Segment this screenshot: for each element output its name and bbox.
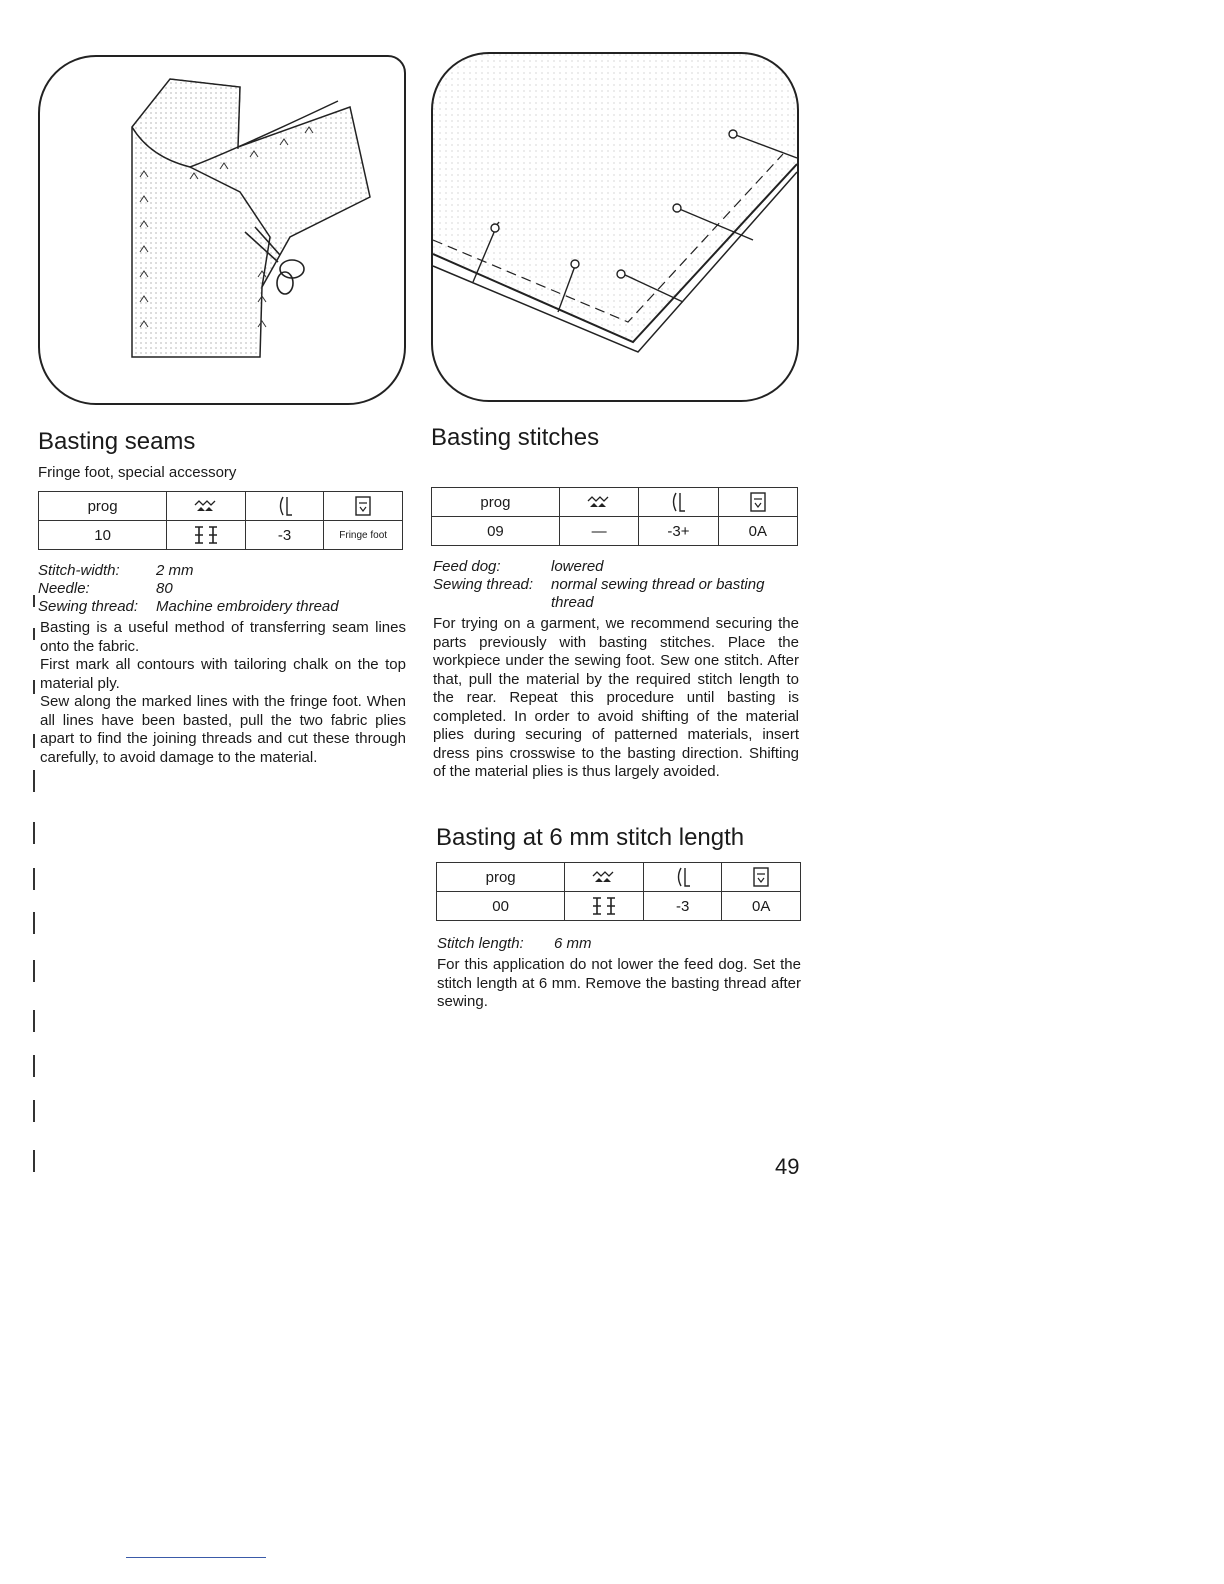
margin-bar: [33, 680, 35, 694]
body-basting-stitches: [433, 615, 799, 782]
stitch-length-value: -3: [245, 521, 324, 550]
fringe-stitch-icon: [167, 521, 246, 550]
body-basting-seams: [40, 619, 406, 767]
presser-foot-value: Fringe foot: [324, 521, 403, 550]
paragraph: Basting is a useful method of transferring seam lines onto the fabric.: [40, 619, 406, 655]
subtitle-fringe-foot: Fringe foot, special accessory: [38, 464, 237, 481]
settings-table-basting-stitches: [431, 487, 798, 546]
page-number: 49: [775, 1154, 800, 1179]
margin-bar: [33, 868, 35, 890]
param-row: Stitch-width: 2 mm: [38, 562, 194, 579]
fringe-stitch-icon: [565, 892, 644, 921]
param-row: Sewing thread: Machine embroidery thread: [38, 598, 339, 615]
presser-foot-value: 0A: [718, 517, 797, 546]
heading-basting-stitches: Basting stitches: [431, 424, 600, 451]
header-prog: prog: [39, 492, 167, 521]
margin-bar: [33, 1100, 35, 1122]
fabric-scissors-drawing: [40, 57, 404, 403]
presser-foot-icon: [722, 863, 801, 892]
paragraph: First mark all contours with tailoring chalk on the top material ply.: [40, 656, 406, 692]
header-prog: prog: [437, 863, 565, 892]
params-basting-stitches: [433, 558, 803, 612]
settings-table-basting-seams: [38, 491, 403, 550]
margin-bar: [33, 595, 35, 607]
footer-rule: [126, 1557, 266, 1558]
prog-value: 00: [437, 892, 565, 921]
params-basting-seams: [38, 562, 408, 616]
margin-bar: [33, 912, 35, 934]
param-row: Feed dog: lowered: [433, 558, 604, 575]
param-row: Sewing thread: normal sewing thread or basting thread: [433, 576, 765, 611]
stitch-pattern-icon: [167, 492, 246, 521]
stitch-pattern-icon: [559, 488, 638, 517]
presser-foot-icon: [718, 488, 797, 517]
presser-foot-icon: [324, 492, 403, 521]
stitch-length-value: -3: [643, 892, 722, 921]
margin-bar: [33, 770, 35, 792]
fabric-pins-drawing: [433, 54, 797, 400]
paragraph: For trying on a garment, we recommend securing the parts previously with basting stitches. Place the workpiece under the sewing foot. Sew one stitch. After that, pull the material by the required stitch length to the rear. Repeat this procedure until basting is completed. In order to avoid shifting of the material plies during securing of patterned materials, insert dress pins crosswise to the basting direction. Shifting of the material plies is thus largely avoided.: [433, 615, 799, 780]
presser-foot-value: 0A: [722, 892, 801, 921]
illustration-basting-seams: [38, 55, 406, 405]
margin-bar: [33, 628, 35, 640]
margin-bar: [33, 734, 35, 748]
illustration-basting-stitches: [431, 52, 799, 402]
paragraph: For this application do not lower the feed dog. Set the stitch length at 6 mm. Remove the basting thread after sewing.: [437, 956, 801, 1010]
prog-value: 10: [39, 521, 167, 550]
stitch-length-icon: [639, 488, 718, 517]
body-basting-6mm: [437, 956, 801, 1012]
stitch-length-icon: [245, 492, 324, 521]
heading-basting-6mm: Basting at 6 mm stitch length: [436, 824, 745, 851]
margin-bar: [33, 1150, 35, 1172]
margin-bar: [33, 960, 35, 982]
stitch-pattern-icon: [565, 863, 644, 892]
margin-bar: [33, 822, 35, 844]
stitch-pattern-value: —: [559, 517, 638, 546]
paragraph: Sew along the marked lines with the fringe foot. When all lines have been basted, pull the two fabric plies apart to find the joining threads and cut these through carefully, to avoid damage to the material.: [40, 693, 406, 766]
param-row: Needle: 80: [38, 580, 173, 597]
param-row: Stitch length: 6 mm: [437, 935, 592, 952]
settings-table-basting-6mm: [436, 862, 801, 921]
margin-bar: [33, 1055, 35, 1077]
heading-basting-seams: Basting seams: [38, 428, 196, 455]
params-basting-6mm: [437, 935, 807, 953]
margin-bar: [33, 1010, 35, 1032]
stitch-length-value: -3+: [639, 517, 718, 546]
stitch-length-icon: [643, 863, 722, 892]
prog-value: 09: [432, 517, 560, 546]
header-prog: prog: [432, 488, 560, 517]
